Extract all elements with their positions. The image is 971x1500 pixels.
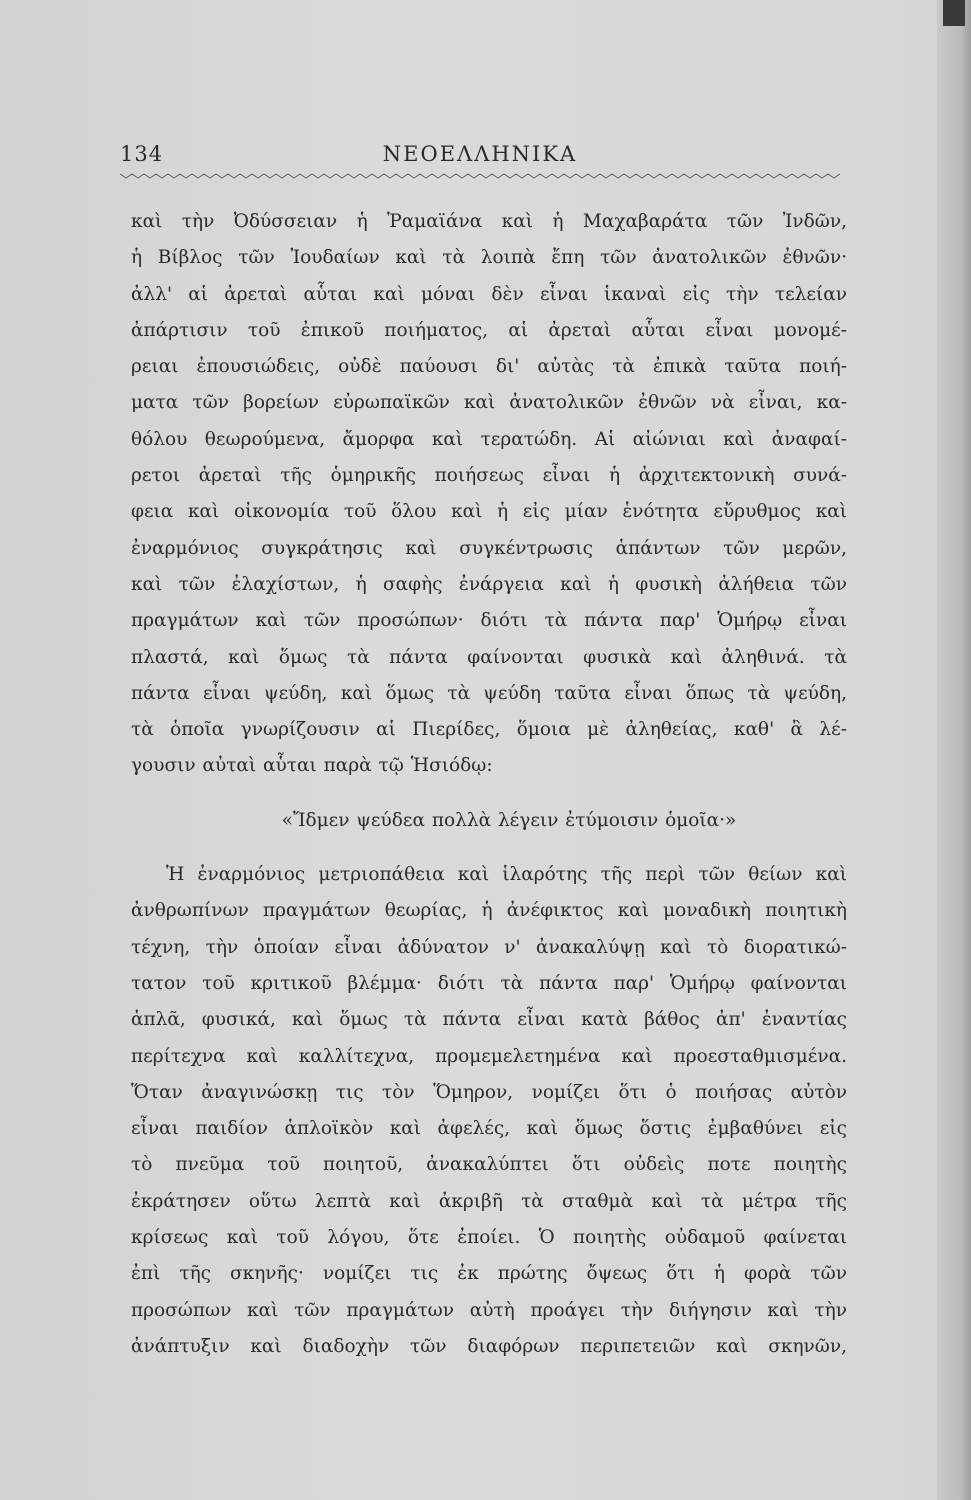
text-line: τὸ πνεῦμα τοῦ ποιητοῦ, ἀνακαλύπτει ὅτι οὐδεὶς ποτε ποιητὴς (131, 1154, 847, 1176)
page-edge (937, 0, 971, 1500)
spacer (131, 785, 847, 803)
block-quote: «Ἴδμεν ψεύδεα πολλὰ λέγειν ἐτύμοισιν ὁμοῖα·» (281, 809, 737, 831)
text-line: καὶ τὴν Ὀδύσσειαν ἡ Ῥαμαϊάνα καὶ ἡ Μαχαβαράτα τῶν Ἰνδῶν, (131, 211, 847, 232)
paragraph-2 (131, 857, 847, 1365)
text-line: ρετοι ἀρεταὶ τῆς ὁμηρικῆς ποιήσεως εἶναι ἡ ἀρχιτεκτονικὴ συνά- (131, 465, 847, 487)
text-line: ἡ Βίβλος τῶν Ἰουδαίων καὶ τὰ λοιπὰ ἔπη τῶν ἀνατολικῶν ἐθνῶν· (131, 247, 847, 269)
text-line: πλαστά, καὶ ὅμως τὰ πάντα φαίνονται φυσικὰ καὶ ἀληθινά. τὰ (131, 646, 847, 668)
text-line: θόλου θεωρούμενα, ἄμορφα καὶ τερατώδη. Αἱ αἰώνιαι καὶ ἀναφαί- (131, 428, 847, 450)
text-line: ἀλλ' αἱ ἀρεταὶ αὗται καὶ μόναι δὲν εἶναι ἱκαναὶ εἰς τὴν τελείαν (131, 283, 847, 305)
text-line: ἀπάρτισιν τοῦ ἐπικοῦ ποιήματος, αἱ ἀρεταὶ αὗται εἶναι μονομέ- (131, 319, 847, 341)
page-number: 134 (120, 142, 164, 166)
text-line: φεια καὶ οἰκονομία τοῦ ὅλου καὶ ἡ εἰς μίαν ἑνότητα εὔρυθμος καὶ (131, 501, 847, 523)
text-line: τὰ ὁποῖα γνωρίζουσιν αἱ Πιερίδες, ὅμοια μὲ ἀληθείας, καθ' ἃ λέ- (131, 719, 847, 741)
text-line: πάντα εἶναι ψεύδη, καὶ ὅμως τὰ ψεύδη ταῦτα εἶναι ὅπως τὰ ψεύδη, (131, 682, 847, 704)
text-line: ἐπὶ τῆς σκηνῆς· νομίζει τις ἐκ πρώτης ὄψεως ὅτι ἡ φορὰ τῶν (131, 1263, 847, 1285)
header-rule (120, 173, 840, 179)
text-line: Ἡ ἐναρμόνιος μετριοπάθεια καὶ ἱλαρότης τῆς περὶ τῶν θείων καὶ (166, 864, 847, 886)
paragraph-1 (131, 204, 847, 785)
text-line: ἀνθρωπίνων πραγμάτων θεωρίας, ἡ ἀνέφικτος καὶ μοναδικὴ ποιητικὴ (131, 900, 847, 922)
text-line: τέχνη, τὴν ὁποίαν εἶναι ἀδύνατον ν' ἀνακαλύψῃ καὶ τὸ διορατικώ- (131, 936, 847, 958)
text-line: κρίσεως καὶ τοῦ λόγου, ὅτε ἐποίει. Ὁ ποιητὴς οὐδαμοῦ φαίνεται (131, 1227, 847, 1249)
text-line: τατον τοῦ κριτικοῦ βλέμμα· διότι τὰ πάντα παρ' Ὁμήρῳ φαίνονται (131, 972, 847, 994)
text-line: ἐναρμόνιος συγκράτησις καὶ συγκέντρωσις ἁπάντων τῶν μερῶν, (131, 537, 847, 559)
edge-mark (943, 0, 965, 26)
text-line: εἶναι παιδίον ἁπλοϊκὸν καὶ ἀφελές, καὶ ὅμως ὅστις ἐμβαθύνει εἰς (131, 1118, 847, 1140)
body-text (131, 204, 847, 1365)
text-line: περίτεχνα καὶ καλλίτεχνα, προμεμελετημένα καὶ προεσταθμισμένα. (131, 1045, 847, 1067)
text-line: πραγμάτων καὶ τῶν προσώπων· διότι τὰ πάντα παρ' Ὁμήρῳ εἶναι (131, 610, 847, 632)
running-title: ΝΕΟΕΛΛΗΝΙΚΑ (382, 142, 578, 166)
text-line: προσώπων καὶ τῶν πραγμάτων αὐτὴ προάγει τὴν διήγησιν καὶ τὴν (131, 1299, 847, 1321)
text-line: ρειαι ἐπουσιώδεις, οὐδὲ παύουσι δι' αὐτὰς τὰ ἐπικὰ ταῦτα ποιή- (131, 356, 847, 378)
text-line: καὶ τῶν ἐλαχίστων, ἡ σαφὴς ἐνάργεια καὶ ἡ φυσικὴ ἀλήθεια τῶν (131, 573, 847, 595)
text-line: ματα τῶν βορείων εὐρωπαϊκῶν καὶ ἀνατολικῶν ἐθνῶν νὰ εἶναι, κα- (131, 392, 847, 414)
text-line: Ὅταν ἀναγινώσκῃ τις τὸν Ὅμηρον, νομίζει ὅτι ὁ ποιήσας αὐτὸν (131, 1081, 847, 1103)
page-header (120, 142, 840, 172)
text-line: γουσιν αὐταὶ αὗται παρὰ τῷ Ἡσιόδῳ: (131, 755, 493, 777)
text-line: ἐκράτησεν οὕτω λεπτὰ καὶ ἀκριβῆ τὰ σταθμὰ καὶ τὰ μέτρα τῆς (131, 1190, 847, 1212)
text-line: ἀνάπτυξιν καὶ διαδοχὴν τῶν διαφόρων περιπετειῶν καὶ σκηνῶν, (131, 1335, 847, 1357)
text-line: ἁπλᾶ, φυσικά, καὶ ὅμως τὰ πάντα εἶναι κατὰ βάθος ἀπ' ἐναντίας (131, 1009, 847, 1031)
spacer (131, 839, 847, 857)
